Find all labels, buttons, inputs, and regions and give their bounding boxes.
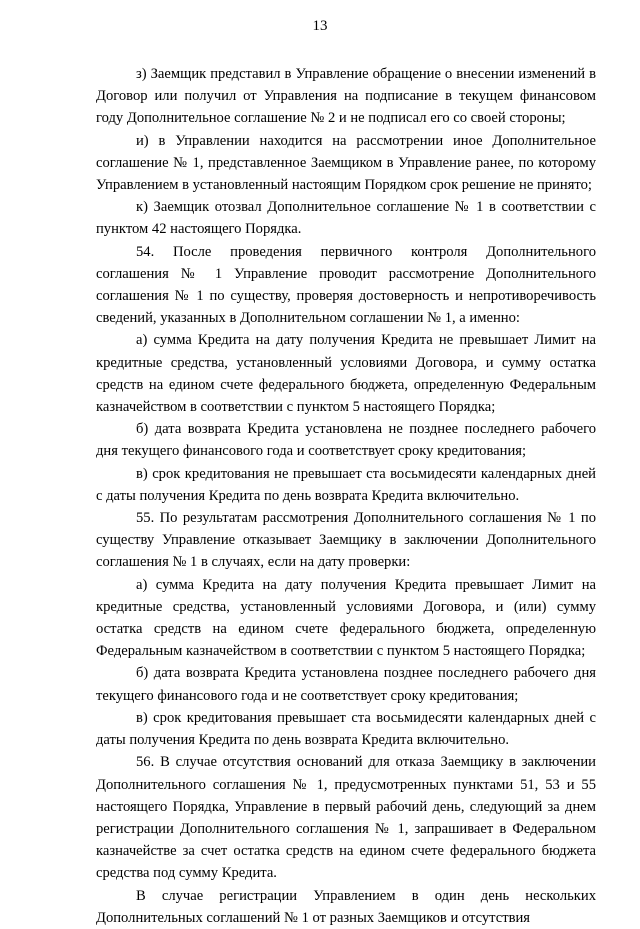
paragraph-55-v: в) срок кредитования превышает ста восьмидесяти календарных дней с даты получения Кредита по день возврата Кредита включительно.: [96, 709, 596, 749]
paragraph-54-v: в) срок кредитования не превышает ста восьмидесяти календарных дней с даты получения Кредита по день возврата Кредита включительно.: [96, 465, 596, 504]
paragraph-k: к) Заемщик отозвал Дополнительное соглашение № 1 в соответствии с пунктом 42 настоящего Порядка.: [96, 199, 596, 238]
paragraph-54-a: а) сумма Кредита на дату получения Кредита не превышает Лимит на кредитные средства, установленный условиями Договора, и сумму остатка средств на едином счете федерального бюджета, определенную Федеральным казначейством в соответствии с пунктом 5 настоящего Порядка;: [96, 332, 596, 416]
paragraph-56-continued: В случае регистрации Управлением в один день нескольких Дополнительных соглашений № 1 от разных Заемщиков и отсутствия: [96, 887, 596, 926]
document-body: [96, 63, 596, 929]
page-number: 13: [312, 18, 328, 34]
paragraph-55-b: б) дата возврата Кредита установлена позднее последнего рабочего дня текущего финансового года и не соответствует сроку кредитования;: [96, 665, 596, 704]
paragraph-55: 55. По результатам рассмотрения Дополнительного соглашения № 1 по существу Управление отказывает Заемщику в заключении Дополнительного соглашения № 1 в случаях, если на дату проверки:: [96, 510, 596, 571]
paragraph-56: 56. В случае отсутствия оснований для отказа Заемщику в заключении Дополнительного соглашения № 1, предусмотренных пунктами 51, 53 и 55 настоящего Порядка, Управление в первый рабочий день, следующий за днем регистрации Дополнительного соглашения № 1, запрашивает в Федеральном казначействе за счет остатка средств на едином счете федерального бюджета средства под сумму Кредита.: [96, 754, 596, 882]
paragraph-55-a: а) сумма Кредита на дату получения Кредита превышает Лимит на кредитные средства, установленный условиями Договора, и (или) сумму остатка средств на едином счете федерального бюджета, определенную Федеральным казначейством в соответствии с пунктом 5 настоящего Порядка;: [96, 576, 596, 660]
paragraph-54: 54. После проведения первичного контроля Дополнительного соглашения № 1 Управление проводит рассмотрение Дополнительного соглашения № 1 по существу, проверяя достоверность и непротиворечивость сведений, указанных в Дополнительном соглашении № 1, а именно:: [96, 243, 596, 327]
paragraph-z: з) Заемщик представил в Управление обращение о внесении изменений в Договор или получил от Управления на подписание в текущем финансовом году Дополнительное соглашение № 2 и не подписал его со своей стороны;: [96, 66, 596, 127]
paragraph-54-b: б) дата возврата Кредита установлена не позднее последнего рабочего дня текущего финансового года и соответствует сроку кредитования;: [96, 421, 596, 460]
paragraph-i: и) в Управлении находится на рассмотрении иное Дополнительное соглашение № 1, представленное Заемщиком в Управление ранее, по которому Управлением в установленный настоящим Порядком срок решение не принято;: [96, 132, 596, 194]
